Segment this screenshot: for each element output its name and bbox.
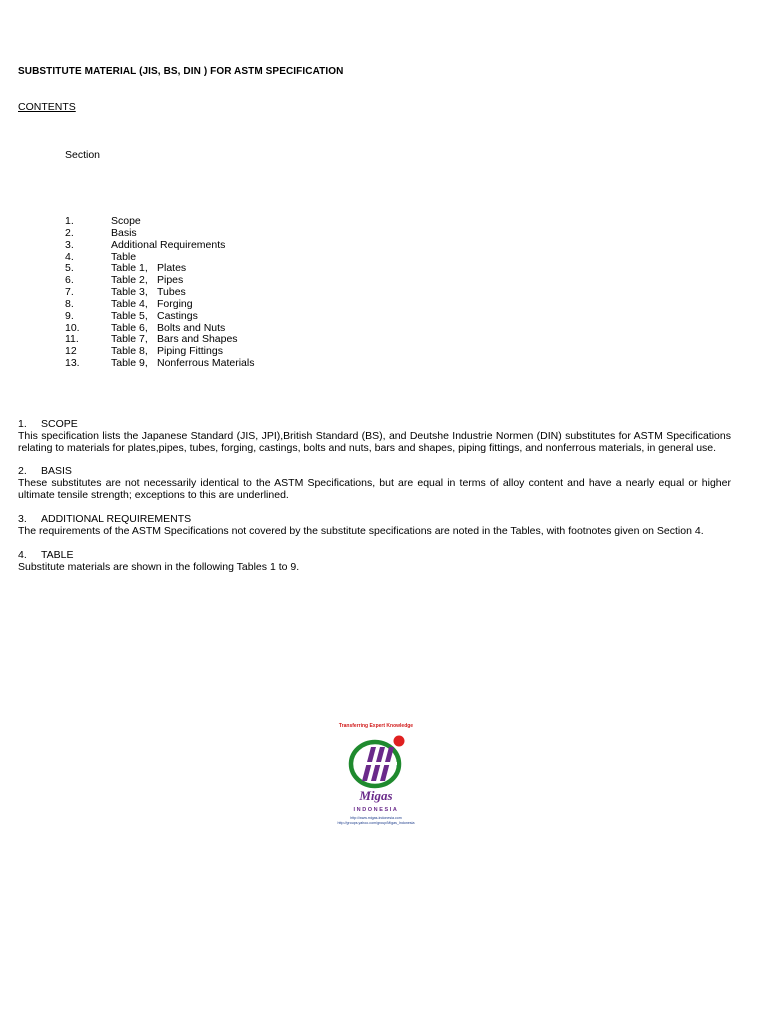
- toc-item-name: Table 9,: [111, 357, 148, 370]
- toc-item: [65, 299, 254, 311]
- toc-item-name: Table 4,: [111, 297, 148, 310]
- toc-item-name: Scope: [111, 215, 141, 227]
- logo-url-group: http://groups.yahoo.com/group/Migas_Indonesia: [337, 821, 415, 825]
- toc-item-number: 2.: [65, 226, 74, 239]
- toc-item-number: 11.: [65, 333, 79, 346]
- section-body: This specification lists the Japanese Standard (JIS, JPI),British Standard (BS), and Deutshe Industrie Normen (DIN) substitutes for ASTM Specifications relating to materials for plates,pipes, tubes, forging, castings, bolts and nuts, bars and shapes, piping fittings, and nonferrous materials, in general use.: [18, 430, 731, 454]
- logo-country: INDONESIA: [353, 807, 399, 813]
- toc-item: [65, 216, 254, 228]
- toc-item-number: 5.: [65, 262, 74, 275]
- logo-url-website: http://www.migas-indonesia.com: [350, 816, 402, 820]
- section-title: ADDITIONAL REQUIREMENTS: [41, 513, 192, 525]
- toc-item-number: 1.: [65, 215, 74, 227]
- section-additional-requirements: [18, 513, 731, 537]
- section-label: Section: [65, 149, 101, 161]
- toc-item-subject: Bars and Shapes: [157, 333, 238, 346]
- section-basis: [18, 465, 731, 501]
- toc-item-subject: Forging: [157, 297, 193, 310]
- toc-item-number: 8.: [65, 297, 74, 310]
- toc-item-number: 6.: [65, 274, 74, 287]
- toc-item-number: 3.: [65, 238, 74, 251]
- document-title: SUBSTITUTE MATERIAL (JIS, BS, DIN ) FOR ASTM SPECIFICATION: [18, 66, 344, 77]
- toc-item-name: Table 3,: [111, 286, 148, 299]
- section-body: These substitutes are not necessarily identical to the ASTM Specifications, but are equal in terms of alloy content and have a nearly equal or higher ultimate tensile strength; exceptions to this are underlined.: [18, 477, 731, 501]
- section-number: 3.: [18, 513, 27, 525]
- toc-item-subject: Plates: [157, 262, 187, 275]
- toc-item-number: 7.: [65, 286, 74, 299]
- migas-logo: [333, 720, 419, 832]
- migas-emblem-icon: [347, 733, 407, 789]
- toc-item-subject: Pipes: [157, 274, 184, 287]
- section-body: The requirements of the ASTM Specifications not covered by the substitute specifications are noted in the Tables, with footnotes given on Section 4.: [18, 525, 704, 537]
- section-title: SCOPE: [41, 418, 78, 430]
- toc-item-name: Table: [111, 250, 137, 263]
- toc-item-name: Table 6,: [111, 321, 148, 334]
- logo-name: Migas: [359, 788, 393, 803]
- section-number: 4.: [18, 549, 27, 561]
- toc-item: [65, 228, 254, 240]
- section-scope: [18, 418, 731, 454]
- toc-item-number: 12: [65, 345, 77, 358]
- table-of-contents: [65, 216, 254, 370]
- logo-tagline: Transferring Expert Knowledge: [338, 723, 414, 729]
- toc-item: [65, 240, 254, 252]
- toc-item-name: Table 7,: [111, 333, 148, 346]
- toc-item-number: 13.: [65, 357, 80, 370]
- section-number: 1.: [18, 418, 27, 430]
- section-number: 2.: [18, 465, 27, 477]
- section-heading: [18, 513, 731, 525]
- toc-item-subject: Nonferrous Materials: [157, 357, 255, 370]
- toc-item-name: Table 5,: [111, 309, 148, 322]
- section-heading: [18, 418, 731, 430]
- toc-item: [65, 358, 254, 370]
- toc-item-name: Table 8,: [111, 345, 148, 358]
- contents-heading: CONTENTS: [18, 101, 76, 113]
- toc-item-subject: Bolts and Nuts: [157, 321, 226, 334]
- toc-item-subject: Tubes: [157, 286, 186, 299]
- toc-item-name: Additional Requirements: [111, 238, 226, 251]
- section-table: [18, 549, 731, 573]
- toc-item-name: Table 2,: [111, 274, 148, 287]
- toc-item-subject: Piping Fittings: [157, 345, 223, 358]
- section-heading: [18, 549, 731, 561]
- section-title: BASIS: [41, 465, 72, 477]
- section-body: Substitute materials are shown in the following Tables 1 to 9.: [18, 561, 300, 573]
- toc-item-name: Table 1,: [111, 262, 148, 275]
- section-heading: [18, 465, 731, 477]
- section-title: TABLE: [41, 549, 74, 561]
- toc-item-name: Basis: [111, 226, 137, 239]
- toc-item: [65, 311, 254, 323]
- toc-item-subject: Castings: [157, 309, 198, 322]
- toc-item-number: 4.: [65, 250, 74, 263]
- toc-item-number: 10.: [65, 321, 80, 334]
- toc-item-number: 9.: [65, 309, 74, 322]
